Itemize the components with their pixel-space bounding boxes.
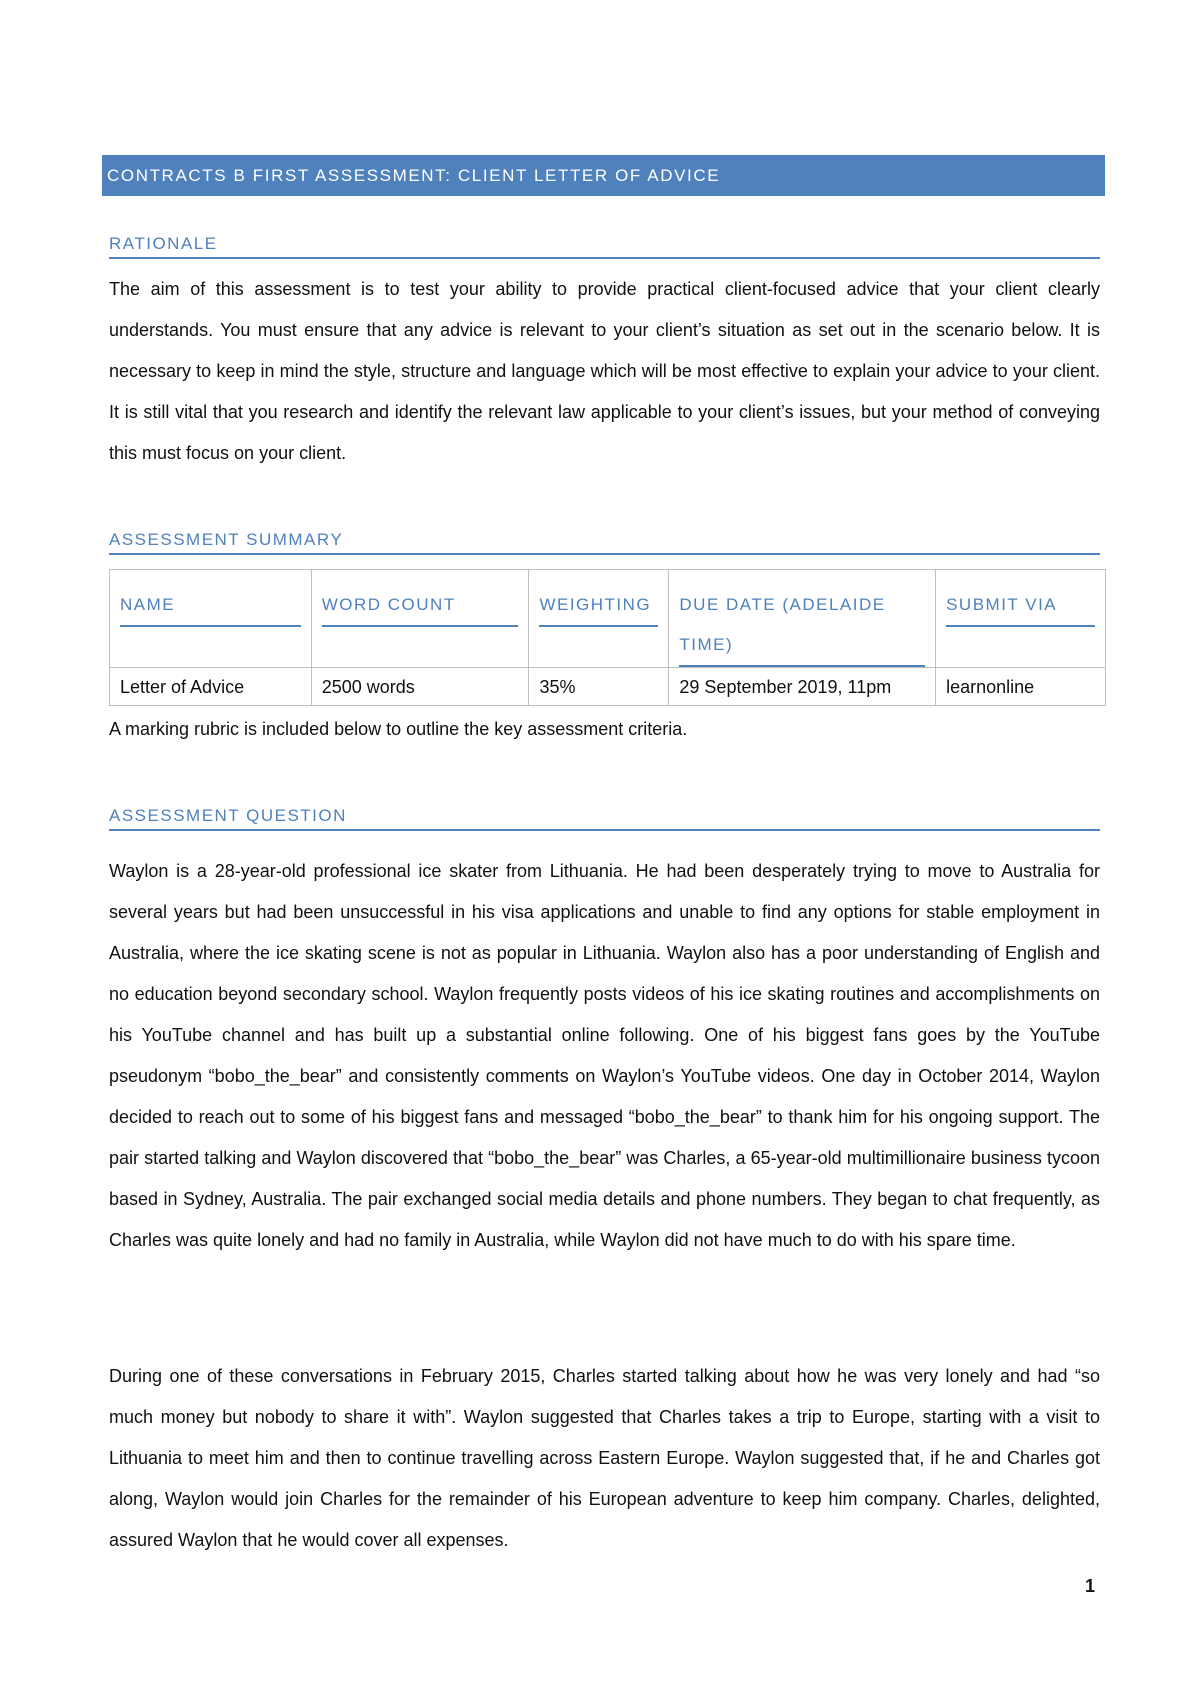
title-banner <box>102 155 1105 196</box>
page-number: 1 <box>1085 1576 1096 1596</box>
question-paragraph-1: Waylon is a 28-year-old professional ice skater from Lithuania. He had been desperately trying to move to Australia for several years but had been unsuccessful in his visa applications and unable to find any options for stable employment in Australia, where the ice skating scene is not as popular in Lithuania. Waylon also has a poor understanding of English and no education beyond secondary school. Waylon frequently posts videos of his ice skating routines and accomplishments on his YouTube channel and has built up a substantial online following. One of his biggest fans goes by the YouTube pseudonym “bobo_the_bear” and consistently comments on Waylon’s YouTube videos. One day in October 2014, Waylon decided to reach out to some of his biggest fans and messaged “bobo_the_bear” to thank him for his ongoing support. The pair started talking and Waylon discovered that “bobo_the_bear” was Charles, a 65-year-old multimillionaire business tycoon based in Sydney, Australia. The pair exchanged social media details and phone numbers. They began to chat frequently, as Charles was quite lonely and had no family in Australia, while Waylon did not have much to do with his spare time. <box>109 861 1100 1250</box>
column-header-submit-via: SUBMIT VIA <box>946 585 1095 627</box>
table-header-cell <box>311 570 529 668</box>
cell-word-count: 2500 words <box>311 668 529 706</box>
document-title: CONTRACTS B FIRST ASSESSMENT: CLIENT LETTER OF ADVICE <box>107 165 721 185</box>
rubric-note: A marking rubric is included below to outline the key assessment criteria. <box>109 719 688 739</box>
column-header-weighting: WEIGHTING <box>539 585 658 627</box>
summary-heading: ASSESSMENT SUMMARY <box>109 530 1100 555</box>
cell-submit-via: learnonline <box>936 668 1106 706</box>
column-header-word-count: WORD COUNT <box>322 585 519 627</box>
table-header-row <box>110 570 1106 668</box>
column-header-name: NAME <box>120 585 301 627</box>
cell-due-date: 29 September 2019, 11pm <box>669 668 936 706</box>
rationale-paragraph: The aim of this assessment is to test your ability to provide practical client-focused advice that your client clearly understands. You must ensure that any advice is relevant to your client’s situation as set out in the scenario below. It is necessary to keep in mind the style, structure and language which will be most effective to explain your advice to your client. It is still vital that you research and identify the relevant law applicable to your client’s issues, but your method of conveying this must focus on your client. <box>109 279 1100 463</box>
table-header-cell <box>669 570 936 668</box>
question-heading: ASSESSMENT QUESTION <box>109 806 1100 831</box>
cell-name: Letter of Advice <box>110 668 312 706</box>
table-header-cell <box>529 570 669 668</box>
table-header-cell <box>936 570 1106 668</box>
table-header-cell <box>110 570 312 668</box>
table-row <box>110 668 1106 706</box>
assessment-summary-table <box>109 569 1106 706</box>
column-header-due-date: DUE DATE (ADELAIDE TIME) <box>679 585 925 667</box>
rationale-heading: RATIONALE <box>109 234 1100 259</box>
question-paragraph-2: During one of these conversations in February 2015, Charles started talking about how he was very lonely and had “so much money but nobody to share it with”. Waylon suggested that Charles takes a trip to Europe, starting with a visit to Lithuania to meet him and then to continue travelling across Eastern Europe. Waylon suggested that, if he and Charles got along, Waylon would join Charles for the remainder of his European adventure to keep him company. Charles, delighted, assured Waylon that he would cover all expenses. <box>109 1366 1100 1550</box>
cell-weighting: 35% <box>529 668 669 706</box>
